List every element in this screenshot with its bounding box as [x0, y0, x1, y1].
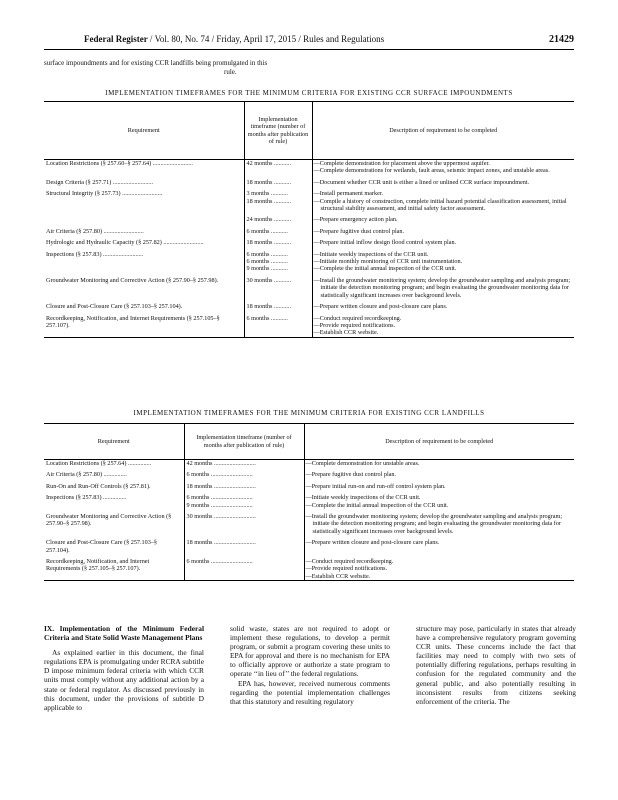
timeframe-cell [184, 483, 304, 490]
description-cell [312, 315, 574, 338]
requirement-text: Inspections (§ 257.83) ............... [46, 494, 127, 502]
timeframe-cell [184, 460, 304, 468]
description-item: —Complete the initial annual inspection of the CCR unit. [305, 501, 449, 509]
description-item: —Prepare emergency action plan. [313, 216, 398, 224]
description-item: —Compile a history of construction, complete initial hazard potential classification assessment, initial structural stability assessment, and initial safety factor assessment. [313, 197, 567, 213]
description-item: —Complete the initial annual inspection of the CCR unit. [313, 265, 457, 273]
description-item: —Install permanent marker. [313, 190, 384, 198]
timeframe-value: 18 months ........... [246, 239, 292, 247]
table-row [44, 277, 574, 299]
timeframe-cell [184, 558, 304, 581]
description-cell [312, 190, 574, 212]
description-item: —Establish CCR website. [313, 329, 379, 337]
timeframe-cell [244, 228, 312, 235]
description-item: —Establish CCR website. [305, 572, 371, 580]
timeframe-cell [244, 251, 312, 273]
timeframe-cell [244, 179, 312, 186]
timeframe-value: 18 months ........................... [186, 482, 256, 490]
carryover-text: surface impoundments and for existing CCR landfills being promulgated in this rule. [44, 59, 268, 76]
requirement-cell [44, 251, 244, 273]
description-cell [312, 239, 574, 246]
requirement-cell [44, 460, 184, 468]
table-row [44, 494, 574, 509]
col-header-timeframe: Implementation timeframe (number of months after publication of rule) [184, 424, 304, 460]
timeframe-value: 18 months ........................... [186, 539, 256, 547]
requirement-text: Design Criteria (§ 257.71) .......................... [46, 178, 154, 186]
timeframe-value: 6 months ........... [246, 258, 288, 266]
description-cell [312, 160, 574, 175]
table-row [44, 216, 574, 223]
requirement-text: Location Restrictions (§ 257.64) ............... [46, 460, 152, 467]
description-item: —Provide required notifications. [313, 321, 396, 329]
description-item: —Prepare fugitive dust control plan. [305, 471, 397, 479]
description-cell [312, 228, 574, 235]
timeframe-value: 6 months ........... [246, 227, 288, 235]
description-cell [312, 179, 574, 186]
description-cell [304, 460, 574, 468]
section-heading: IX. Implementation of the Minimum Federal Criteria and State Solid Waste Management Plans [44, 624, 204, 643]
description-cell [312, 216, 574, 223]
table-row [44, 460, 574, 468]
requirement-text: Recordkeeping, Notification, and Internet Requirements (§ 257.105–§ 257.107). [46, 314, 220, 329]
timeframe-value: 6 months ........... [246, 314, 288, 322]
description-cell [304, 558, 574, 581]
timeframe-cell [244, 239, 312, 246]
page-header [44, 34, 574, 48]
description-item: —Complete demonstration for unstable areas. [305, 460, 420, 467]
timeframe-cell [184, 471, 304, 478]
col-header-requirement: Requirement [44, 102, 244, 160]
timeframe-value: 42 months ........................... [186, 460, 256, 467]
requirement-text: Hydrologic and Hydraulic Capacity (§ 257.82) .......................... [46, 239, 204, 247]
timeframe-cell [184, 539, 304, 554]
timeframe-cell [244, 160, 312, 175]
requirement-text: Closure and Post-Closure Care (§ 257.103–§ 257.104). [46, 539, 158, 554]
description-item: —Initiate monthly monitoring of CCR unit instrumentation. [313, 258, 463, 266]
timeframe-value: 6 months ........................... [186, 471, 253, 479]
paragraph: structure may pose, particularly in states that already have a comprehensive regulatory program governing CCR units. These concerns include the fact that facilities may need to comply with two sets of potentially differing regulations, perhaps resulting in confusion for the regulated community and the general public, and also potentially resulting in inconsistent results from citizens seeking enforcement of the criteria. The [416, 624, 576, 706]
description-cell [312, 251, 574, 273]
description-item: —Prepare written closure and post-closure care plans. [305, 539, 440, 547]
col-header-description: Description of requirement to be completed [304, 424, 574, 460]
requirement-text: Air Criteria (§ 257.80) .......................... [46, 227, 144, 235]
table-row [44, 251, 574, 273]
requirement-text: Air Criteria (§ 257.80) ............... [46, 471, 127, 479]
table1-title: IMPLEMENTATION TIMEFRAMES FOR THE MINIMUM CRITERIA FOR EXISTING CCR SURFACE IMPOUNDMENTS [105, 89, 513, 97]
requirement-text: Location Restrictions (§ 257.60–§ 257.64) .......................... [46, 160, 193, 167]
requirement-cell [44, 303, 244, 310]
description-item: —Prepare written closure and post-closure care plans. [313, 303, 448, 311]
timeframe-value: 6 months ........................... [186, 494, 253, 502]
timeframe-value: 18 months ........... [246, 303, 292, 311]
body-column-3 [416, 624, 576, 706]
requirement-cell [44, 539, 184, 554]
description-cell [312, 277, 574, 299]
table2-title: IMPLEMENTATION TIMEFRAMES FOR THE MINIMUM CRITERIA FOR EXISTING CCR LANDFILLS [133, 409, 485, 417]
description-item: —Complete demonstration for placement above the uppermost aquifer. [313, 160, 490, 167]
col-header-description: Description of requirement to be completed [312, 102, 574, 160]
table-row [44, 513, 574, 535]
requirement-cell [44, 558, 184, 581]
description-cell [304, 513, 574, 535]
description-item: —Initiate weekly inspections of the CCR unit. [305, 494, 421, 502]
description-item: —Prepare fugitive dust control plan. [313, 227, 405, 235]
description-cell [304, 471, 574, 478]
body-column-2 [230, 624, 390, 706]
table-row [44, 483, 574, 490]
timeframe-cell [184, 494, 304, 509]
timeframe-value: 9 months ........... [246, 265, 288, 273]
paragraph: solid waste, states are not required to adopt or implement these regulations, to develop a permit program, or submit a program covering these units to EPA for approval and there is no mechanism for EPA to officially approve or authorize a state program to operate ‘‘in lieu of’’ the federal regulations. [230, 624, 390, 679]
requirement-cell [44, 179, 244, 186]
requirement-text: Groundwater Monitoring and Corrective Action (§ 257.90–§ 257.98). [46, 513, 172, 528]
table-row [44, 558, 574, 581]
requirement-cell [44, 160, 244, 175]
timeframe-cell [244, 315, 312, 338]
description-item: —Provide required notifications. [305, 565, 388, 573]
timeframe-value: 42 months ........... [246, 160, 292, 167]
timeframe-value: 18 months ........... [246, 197, 292, 205]
timeframe-cell [244, 277, 312, 299]
requirement-cell [44, 228, 244, 235]
table-landfills [44, 423, 574, 581]
header-rule [44, 49, 574, 50]
table-row [44, 471, 574, 478]
description-item: —Prepare initial run-on and run-off control system plan. [305, 482, 446, 490]
running-head: Federal Register / Vol. 80, No. 74 / Friday, April 17, 2015 / Rules and Regulations [84, 34, 385, 44]
table-row [44, 315, 574, 338]
timeframe-value: 30 months ........... [246, 276, 292, 284]
description-item: —Document whether CCR unit is either a lined or unlined CCR surface impoundment. [313, 178, 530, 186]
timeframe-value: 18 months ........... [246, 178, 292, 186]
col-header-timeframe: Implementation timeframe (number of months after publication of rule) [244, 102, 312, 160]
timeframe-value: 30 months ........................... [186, 513, 256, 521]
table-surface-impoundments [44, 101, 574, 338]
requirement-cell [44, 239, 244, 246]
requirement-text: Groundwater Monitoring and Corrective Action (§ 257.90–§ 257.98). [46, 276, 219, 284]
paragraph: As explained earlier in this document, the final regulations EPA is promulgating under RCRA subtitle D impose minimum federal criteria with which CCR units must comply without any additional action by a state or federal regulator. As discussed previously in this document, under the provisions of subtitle D applicable to [44, 648, 204, 712]
timeframe-cell [184, 513, 304, 535]
description-item: —Prepare initial inflow design flood control system plan. [313, 239, 457, 247]
table-row [44, 228, 574, 235]
description-item: —Conduct required recordkeeping. [305, 558, 394, 566]
requirement-text: Closure and Post-Closure Care (§ 257.103–§ 257.104). [46, 303, 183, 311]
timeframe-cell [244, 190, 312, 212]
requirement-cell [44, 277, 244, 299]
table-row [44, 239, 574, 246]
timeframe-cell [244, 216, 312, 223]
timeframe-cell [244, 303, 312, 310]
description-cell [304, 539, 574, 554]
description-cell [304, 483, 574, 490]
description-item: —Initiate weekly inspections of the CCR unit. [313, 250, 429, 258]
paragraph: EPA has, however, received numerous comments regarding the potential implementation challenges that this statutory and resulting regulatory [230, 678, 390, 706]
requirement-text: Structural Integrity (§ 257.73) .......................... [46, 190, 163, 198]
description-cell [312, 303, 574, 310]
page-number: 21429 [549, 34, 574, 45]
timeframe-value: 3 months ........... [246, 190, 288, 198]
table-row [44, 190, 574, 212]
description-item: —Install the groundwater monitoring system; develop the groundwater sampling and analysis program; initiate the detection monitoring program; and begin evaluating the groundwater monitoring data for statistically significant increases over background levels. [313, 276, 571, 299]
description-item: —Complete demonstrations for wetlands, fault areas, seismic impact zones, and unstable areas. [313, 167, 550, 175]
timeframe-value: 24 months ........... [246, 216, 292, 224]
table-row [44, 539, 574, 554]
requirement-cell [44, 190, 244, 212]
requirement-cell [44, 471, 184, 478]
table-row [44, 160, 574, 175]
requirement-text: Run-On and Run-Off Controls (§ 257.81). [46, 482, 151, 490]
requirement-cell [44, 494, 184, 509]
description-cell [304, 494, 574, 509]
requirement-text: Recordkeeping, Notification, and Internet Requirements (§ 257.105–§ 257.107). [46, 558, 150, 573]
requirement-text: Inspections (§ 257.83) .......................... [46, 250, 144, 258]
table-row [44, 303, 574, 310]
col-header-requirement: Requirement [44, 424, 184, 460]
table-row [44, 179, 574, 186]
requirement-cell [44, 483, 184, 490]
requirement-cell [44, 315, 244, 338]
requirement-cell [44, 513, 184, 535]
requirement-cell [44, 216, 244, 223]
timeframe-value: 9 months ........................... [186, 501, 253, 509]
timeframe-value: 6 months ........... [246, 250, 288, 258]
description-item: —Install the groundwater monitoring system; develop the groundwater sampling and analysis program; initiate the detection monitoring program; and begin evaluating the groundwater monitoring data for statistically significant increases over background levels. [305, 513, 563, 535]
body-column-1 [44, 624, 204, 712]
description-item: —Conduct required recordkeeping. [313, 314, 402, 322]
timeframe-value: 6 months ........................... [186, 558, 253, 566]
